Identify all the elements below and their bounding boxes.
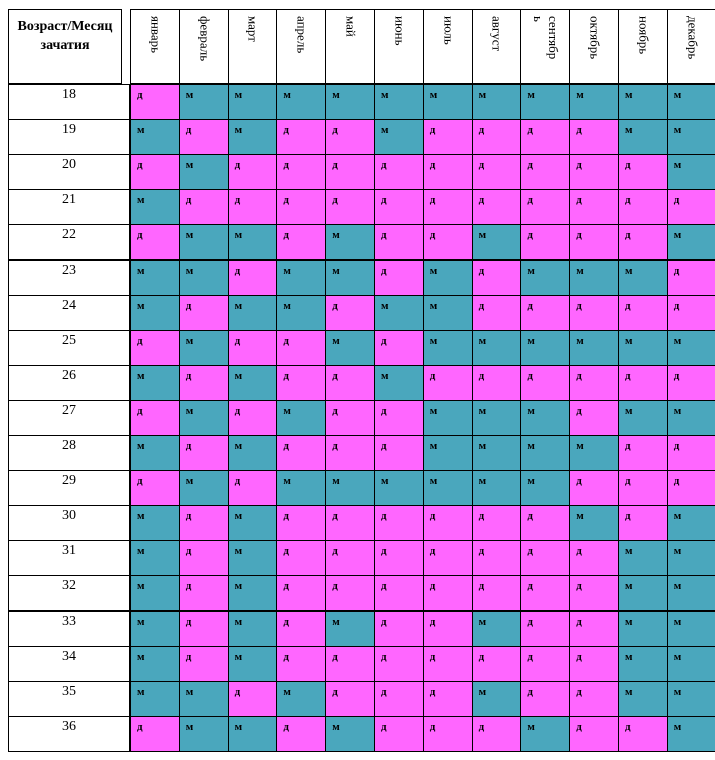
age-cell: 28 <box>8 435 130 471</box>
gender-cell: д <box>472 119 522 155</box>
gender-cell: м <box>228 505 278 541</box>
gender-cell: д <box>325 119 375 155</box>
gender-cell: м <box>569 505 619 541</box>
gender-cell: д <box>374 611 424 647</box>
gender-cell: д <box>520 295 570 331</box>
age-cell: 30 <box>8 505 130 541</box>
gender-cell: д <box>618 224 668 260</box>
gender-cell: м <box>276 470 326 506</box>
gender-cell: д <box>520 505 570 541</box>
month-label: декабрь <box>685 16 701 60</box>
gender-cell: м <box>130 295 180 331</box>
gender-cell: м <box>618 646 668 682</box>
gender-cell: м <box>228 540 278 576</box>
gender-cell: д <box>569 295 619 331</box>
gender-cell: м <box>520 330 570 366</box>
gender-cell: д <box>472 646 522 682</box>
gender-cell: д <box>179 575 229 611</box>
gender-cell: м <box>423 400 473 436</box>
age-cell: 34 <box>8 646 130 682</box>
gender-cell: д <box>276 540 326 576</box>
age-cell: 32 <box>8 575 130 611</box>
gender-cell: м <box>472 435 522 471</box>
age-cell: 21 <box>8 189 130 225</box>
month-label: май <box>343 16 359 37</box>
gender-cell: д <box>130 330 180 366</box>
gender-cell: м <box>423 260 473 296</box>
gender-cell: м <box>520 716 570 752</box>
gender-cell: м <box>423 84 473 120</box>
gender-cell: д <box>374 681 424 717</box>
gender-cell: д <box>520 575 570 611</box>
gender-cell: м <box>228 575 278 611</box>
age-cell: 31 <box>8 540 130 576</box>
gender-cell: д <box>569 611 619 647</box>
gender-cell: д <box>130 224 180 260</box>
gender-cell: д <box>325 575 375 611</box>
gender-cell: д <box>423 365 473 401</box>
gender-cell: м <box>130 365 180 401</box>
age-cell: 35 <box>8 681 130 717</box>
gender-cell: м <box>130 260 180 296</box>
gender-cell: д <box>325 400 375 436</box>
month-header <box>618 9 668 84</box>
gender-cell: м <box>423 470 473 506</box>
gender-cell: м <box>228 224 278 260</box>
gender-cell: д <box>569 365 619 401</box>
month-header <box>325 9 375 84</box>
gender-cell: д <box>520 611 570 647</box>
gender-cell: д <box>276 611 326 647</box>
month-label: апрель <box>294 16 310 54</box>
gender-cell: д <box>423 505 473 541</box>
age-cell: 18 <box>8 84 130 120</box>
gender-cell: д <box>472 295 522 331</box>
gender-cell: д <box>228 189 278 225</box>
gender-cell: д <box>179 295 229 331</box>
gender-cell: д <box>520 119 570 155</box>
gender-cell: д <box>228 400 278 436</box>
gender-cell: м <box>618 330 668 366</box>
gender-cell: м <box>667 611 715 647</box>
gender-cell: д <box>374 575 424 611</box>
month-label: сентябр ь <box>531 16 562 60</box>
month-label: март <box>245 16 261 42</box>
gender-cell: д <box>179 119 229 155</box>
age-cell: 23 <box>8 260 130 296</box>
gender-cell: д <box>276 435 326 471</box>
gender-cell: м <box>520 400 570 436</box>
gender-cell: м <box>179 260 229 296</box>
gender-cell: д <box>130 84 180 120</box>
gender-cell: д <box>130 400 180 436</box>
gender-cell: д <box>179 611 229 647</box>
gender-cell: м <box>325 330 375 366</box>
month-label: октябрь <box>587 16 603 60</box>
gender-cell: д <box>276 505 326 541</box>
gender-cell: д <box>472 575 522 611</box>
month-label: ноябрь <box>636 16 652 55</box>
gender-cell: м <box>520 435 570 471</box>
gender-cell: м <box>130 119 180 155</box>
gender-cell: д <box>130 154 180 190</box>
gender-cell: м <box>130 505 180 541</box>
gender-cell: д <box>618 189 668 225</box>
gender-cell: д <box>520 646 570 682</box>
gender-cell: д <box>520 681 570 717</box>
month-header <box>569 9 619 84</box>
gender-cell: д <box>618 295 668 331</box>
gender-cell: м <box>667 646 715 682</box>
gender-cell: д <box>130 470 180 506</box>
gender-cell: д <box>569 400 619 436</box>
gender-cell: д <box>569 154 619 190</box>
gender-cell: м <box>325 224 375 260</box>
month-label: февраль <box>197 16 213 62</box>
gender-cell: м <box>618 119 668 155</box>
gender-cell: д <box>423 119 473 155</box>
gender-cell: м <box>130 646 180 682</box>
gender-cell: д <box>228 154 278 190</box>
gender-cell: м <box>667 400 715 436</box>
gender-cell: д <box>520 540 570 576</box>
gender-cell: д <box>667 260 715 296</box>
month-header <box>228 9 278 84</box>
gender-cell: м <box>618 84 668 120</box>
gender-cell: м <box>179 400 229 436</box>
gender-cell: д <box>423 611 473 647</box>
gender-cell: д <box>472 716 522 752</box>
gender-cell: д <box>325 540 375 576</box>
gender-cell: м <box>276 681 326 717</box>
gender-cell: д <box>667 470 715 506</box>
gender-cell: м <box>569 260 619 296</box>
gender-cell: д <box>179 646 229 682</box>
gender-cell: м <box>667 330 715 366</box>
gender-cell: д <box>472 260 522 296</box>
month-label: июль <box>441 16 457 45</box>
gender-cell: м <box>179 330 229 366</box>
gender-cell: д <box>374 505 424 541</box>
gender-cell: м <box>228 295 278 331</box>
month-header <box>472 9 522 84</box>
gender-cell: д <box>228 681 278 717</box>
gender-cell: м <box>472 681 522 717</box>
month-label: январь <box>148 16 164 54</box>
gender-cell: д <box>325 505 375 541</box>
gender-cell: д <box>472 154 522 190</box>
gender-cell: м <box>276 400 326 436</box>
gender-cell: м <box>130 435 180 471</box>
month-header <box>130 9 180 84</box>
gender-cell: м <box>374 470 424 506</box>
gender-cell: д <box>618 365 668 401</box>
gender-cell: м <box>276 260 326 296</box>
gender-cell: м <box>520 470 570 506</box>
gender-cell: м <box>179 224 229 260</box>
gender-cell: м <box>472 611 522 647</box>
gender-cell: м <box>179 716 229 752</box>
gender-cell: м <box>374 365 424 401</box>
gender-cell: м <box>228 435 278 471</box>
month-header <box>179 9 229 84</box>
gender-cell: д <box>228 260 278 296</box>
age-cell: 27 <box>8 400 130 436</box>
gender-cell: м <box>130 189 180 225</box>
gender-cell: д <box>618 470 668 506</box>
gender-cell: д <box>374 189 424 225</box>
gender-cell: м <box>472 400 522 436</box>
gender-cell: д <box>667 295 715 331</box>
gender-cell: д <box>374 154 424 190</box>
gender-cell: м <box>179 154 229 190</box>
age-cell: 22 <box>8 224 130 260</box>
gender-cell: м <box>325 611 375 647</box>
gender-cell: д <box>276 224 326 260</box>
gender-cell: м <box>276 295 326 331</box>
month-header <box>667 9 715 84</box>
gender-cell: д <box>569 540 619 576</box>
gender-cell: м <box>618 400 668 436</box>
gender-cell: м <box>276 84 326 120</box>
gender-cell: д <box>423 154 473 190</box>
gender-cell: д <box>276 646 326 682</box>
gender-cell: д <box>569 681 619 717</box>
gender-cell: м <box>325 84 375 120</box>
age-cell: 19 <box>8 119 130 155</box>
gender-cell: д <box>325 154 375 190</box>
gender-cell: м <box>374 84 424 120</box>
gender-cell: д <box>618 154 668 190</box>
gender-cell: д <box>374 716 424 752</box>
gender-cell: д <box>276 154 326 190</box>
gender-cell: м <box>130 611 180 647</box>
gender-cell: д <box>325 435 375 471</box>
gender-cell: д <box>423 224 473 260</box>
gender-cell: д <box>618 505 668 541</box>
gender-cell: д <box>228 470 278 506</box>
gender-cell: м <box>667 681 715 717</box>
gender-cell: м <box>569 330 619 366</box>
gender-cell: м <box>228 646 278 682</box>
month-header <box>374 9 424 84</box>
gender-cell: д <box>179 189 229 225</box>
gender-cell: д <box>423 189 473 225</box>
gender-cell: м <box>618 260 668 296</box>
month-label: июнь <box>392 16 408 46</box>
gender-cell: д <box>423 575 473 611</box>
gender-cell: м <box>472 84 522 120</box>
age-cell: 26 <box>8 365 130 401</box>
age-cell: 20 <box>8 154 130 190</box>
gender-cell: д <box>423 716 473 752</box>
gender-cell: д <box>179 540 229 576</box>
age-cell: 24 <box>8 295 130 331</box>
gender-cell: д <box>423 681 473 717</box>
gender-cell: д <box>569 189 619 225</box>
gender-cell: д <box>472 505 522 541</box>
gender-cell: д <box>618 435 668 471</box>
gender-cell: д <box>276 330 326 366</box>
gender-cell: д <box>520 365 570 401</box>
gender-cell: м <box>569 435 619 471</box>
gender-cell: м <box>618 540 668 576</box>
gender-cell: д <box>667 435 715 471</box>
corner-label: Возраст/Месяц зачатия <box>17 19 113 53</box>
gender-cell: д <box>667 189 715 225</box>
month-label: август <box>489 16 505 52</box>
gender-cell: м <box>325 470 375 506</box>
month-header <box>276 9 326 84</box>
gender-cell: м <box>423 435 473 471</box>
gender-cell: м <box>228 119 278 155</box>
gender-cell: м <box>520 260 570 296</box>
gender-cell: д <box>423 540 473 576</box>
corner-header <box>8 9 122 84</box>
gender-cell: д <box>374 646 424 682</box>
gender-cell: д <box>276 365 326 401</box>
gender-cell: д <box>472 365 522 401</box>
gender-cell: м <box>228 365 278 401</box>
gender-cell: м <box>179 470 229 506</box>
gender-cell: м <box>228 84 278 120</box>
age-cell: 29 <box>8 470 130 506</box>
gender-cell: д <box>569 716 619 752</box>
gender-cell: м <box>667 575 715 611</box>
gender-cell: д <box>325 646 375 682</box>
age-cell: 25 <box>8 330 130 366</box>
gender-cell: м <box>130 575 180 611</box>
gender-cell: д <box>520 224 570 260</box>
gender-cell: д <box>569 575 619 611</box>
gender-cell: д <box>569 224 619 260</box>
gender-cell: д <box>179 505 229 541</box>
gender-cell: д <box>179 435 229 471</box>
gender-cell: д <box>569 470 619 506</box>
gender-cell: д <box>325 189 375 225</box>
gender-cell: д <box>325 681 375 717</box>
gender-cell: д <box>374 540 424 576</box>
gender-cell: м <box>179 681 229 717</box>
gender-cell: д <box>374 400 424 436</box>
month-header <box>423 9 473 84</box>
gender-cell: м <box>179 84 229 120</box>
gender-cell: д <box>618 716 668 752</box>
gender-cell: м <box>228 611 278 647</box>
gender-cell: м <box>472 224 522 260</box>
gender-cell: м <box>667 540 715 576</box>
gender-cell: м <box>667 224 715 260</box>
gender-cell: д <box>276 189 326 225</box>
gender-cell: д <box>569 646 619 682</box>
gender-cell: д <box>325 295 375 331</box>
gender-cell: д <box>276 575 326 611</box>
gender-cell: д <box>374 224 424 260</box>
gender-cell: м <box>374 119 424 155</box>
gender-cell: д <box>374 260 424 296</box>
gender-cell: м <box>618 611 668 647</box>
gender-cell: д <box>325 365 375 401</box>
gender-cell: м <box>325 716 375 752</box>
gender-cell: м <box>618 681 668 717</box>
gender-cell: д <box>472 540 522 576</box>
gender-cell: д <box>569 119 619 155</box>
gender-cell: м <box>130 540 180 576</box>
gender-cell: м <box>325 260 375 296</box>
gender-cell: д <box>276 119 326 155</box>
gender-cell: м <box>472 330 522 366</box>
gender-cell: м <box>667 716 715 752</box>
gender-cell: м <box>618 575 668 611</box>
gender-cell: м <box>520 84 570 120</box>
gender-cell: д <box>520 154 570 190</box>
age-cell: 36 <box>8 716 130 752</box>
gender-cell: д <box>130 716 180 752</box>
gender-cell: м <box>374 295 424 331</box>
gender-cell: д <box>228 330 278 366</box>
age-cell: 33 <box>8 611 130 647</box>
gender-cell: д <box>423 646 473 682</box>
gender-cell: д <box>520 189 570 225</box>
month-header <box>520 9 570 84</box>
gender-cell: м <box>667 84 715 120</box>
gender-cell: м <box>667 505 715 541</box>
gender-cell: м <box>472 470 522 506</box>
gender-cell: д <box>667 365 715 401</box>
gender-cell: м <box>228 716 278 752</box>
gender-cell: д <box>276 716 326 752</box>
gender-cell: д <box>374 330 424 366</box>
gender-cell: м <box>667 154 715 190</box>
gender-cell: м <box>667 119 715 155</box>
gender-cell: м <box>569 84 619 120</box>
gender-cell: д <box>472 189 522 225</box>
gender-cell: м <box>423 330 473 366</box>
gender-cell: м <box>423 295 473 331</box>
gender-cell: д <box>179 365 229 401</box>
gender-cell: м <box>130 681 180 717</box>
gender-cell: д <box>374 435 424 471</box>
